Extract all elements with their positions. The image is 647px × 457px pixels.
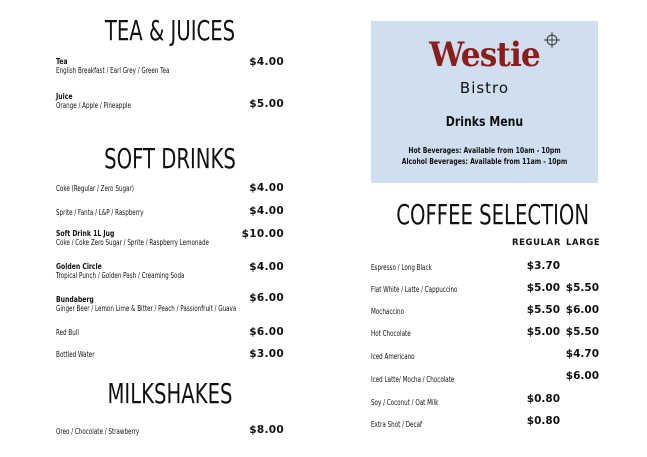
item-price: $5.00 (249, 98, 284, 110)
menu-item-coke (56, 184, 284, 193)
hot-beverage-hours: Hot Beverages: Available from 10am - 10pm (408, 146, 561, 155)
item-desc: Ginger Beer / Lemon Lime & Bitter / Peach / Passionfruit / Guava (56, 304, 237, 313)
item-price: $6.00 (249, 292, 284, 304)
item-name: Oreo / Chocolate / Strawberry (56, 427, 140, 436)
item-name: Golden Circle (56, 262, 102, 271)
coffee-name: Mochaccino (371, 307, 405, 316)
menu-item-bottled-water (56, 350, 284, 359)
item-name: Soft Drink 1L Jug (56, 229, 115, 238)
coffee-row (371, 261, 601, 273)
item-name: Bottled Water (56, 350, 95, 359)
soft-drinks-heading: SOFT DRINKS (104, 142, 236, 175)
item-price: $10.00 (241, 228, 284, 240)
regular-price: $5.00 (526, 282, 560, 294)
large-price: $5.50 (565, 326, 599, 338)
menu-item-bundaberg (56, 292, 284, 313)
alcohol-beverage-hours: Alcohol Beverages: Available from 11am - 10pm (401, 157, 568, 166)
item-name: Coke (Regular / Zero Sugar) (56, 184, 134, 193)
regular-price: $5.50 (526, 304, 560, 316)
item-name: Red Bull (56, 328, 79, 337)
item-price: $4.00 (249, 205, 284, 217)
menu-item-tea (56, 57, 284, 75)
item-name: Juice (56, 92, 73, 101)
westie-logo: Westie (429, 35, 540, 75)
regular-price: $0.80 (526, 393, 560, 405)
menu-item-jug (56, 229, 284, 247)
menu-item-juice (56, 92, 284, 110)
item-price: $4.00 (249, 56, 284, 68)
coffee-name: Soy / Coconut / Oat Milk (371, 398, 439, 407)
large-price: $5.50 (565, 282, 599, 294)
coffee-name: Iced Latte/ Mocha / Chocolate (371, 375, 455, 384)
item-name: Tea (56, 57, 68, 66)
coffee-name: Extra Shot / Decaf (371, 420, 422, 429)
large-price: $4.70 (565, 348, 599, 360)
item-name: Bundaberg (56, 295, 94, 304)
regular-price: $0.80 (526, 415, 560, 427)
item-desc: Tropical Punch / Golden Pash / Creaming Soda (56, 271, 185, 280)
item-name: Sprite / Fanta / L&P / Raspberry (56, 208, 144, 217)
item-desc: Coke / Coke Zero Sugar / Sprite / Raspberry Lemonade (56, 238, 209, 247)
large-price: $6.00 (565, 304, 599, 316)
crosshair-icon (544, 32, 560, 48)
regular-price: $5.00 (526, 326, 560, 338)
item-price: $3.00 (249, 348, 284, 360)
column-header-large: LARGE (566, 238, 601, 248)
item-price: $8.00 (249, 424, 284, 436)
coffee-row (371, 396, 601, 408)
column-header-regular: REGULAR (512, 238, 561, 248)
menu-item-sprite (56, 205, 284, 217)
coffee-name: Hot Chocolate (371, 329, 411, 338)
drinks-menu-title: Drinks Menu (445, 114, 524, 130)
item-price: $6.00 (249, 326, 284, 338)
coffee-name: Flat White / Latte / Cappuccino (371, 285, 458, 294)
menu-item-milkshake (56, 424, 284, 436)
coffee-name: Iced Americano (371, 352, 415, 361)
item-price: $4.00 (249, 261, 284, 273)
item-desc: Orange / Apple / Pineapple (56, 101, 131, 110)
coffee-name: Espresso / Long Black (371, 263, 432, 272)
bistro-subtitle: Bistro (459, 79, 510, 97)
coffee-row (371, 418, 601, 430)
brand-box (371, 21, 598, 183)
item-price: $4.00 (249, 182, 284, 194)
tea-juices-heading: TEA & JUICES (104, 14, 236, 47)
menu-item-red-bull (56, 328, 284, 337)
coffee-selection-heading: COFFEE SELECTION (396, 198, 590, 231)
large-price: $6.00 (565, 370, 599, 382)
milkshakes-heading: MILKSHAKES (107, 377, 233, 410)
menu-item-golden-circle (56, 262, 284, 280)
item-desc: English Breakfast / Earl Grey / Green Tea (56, 66, 170, 75)
regular-price: $3.70 (526, 260, 560, 272)
